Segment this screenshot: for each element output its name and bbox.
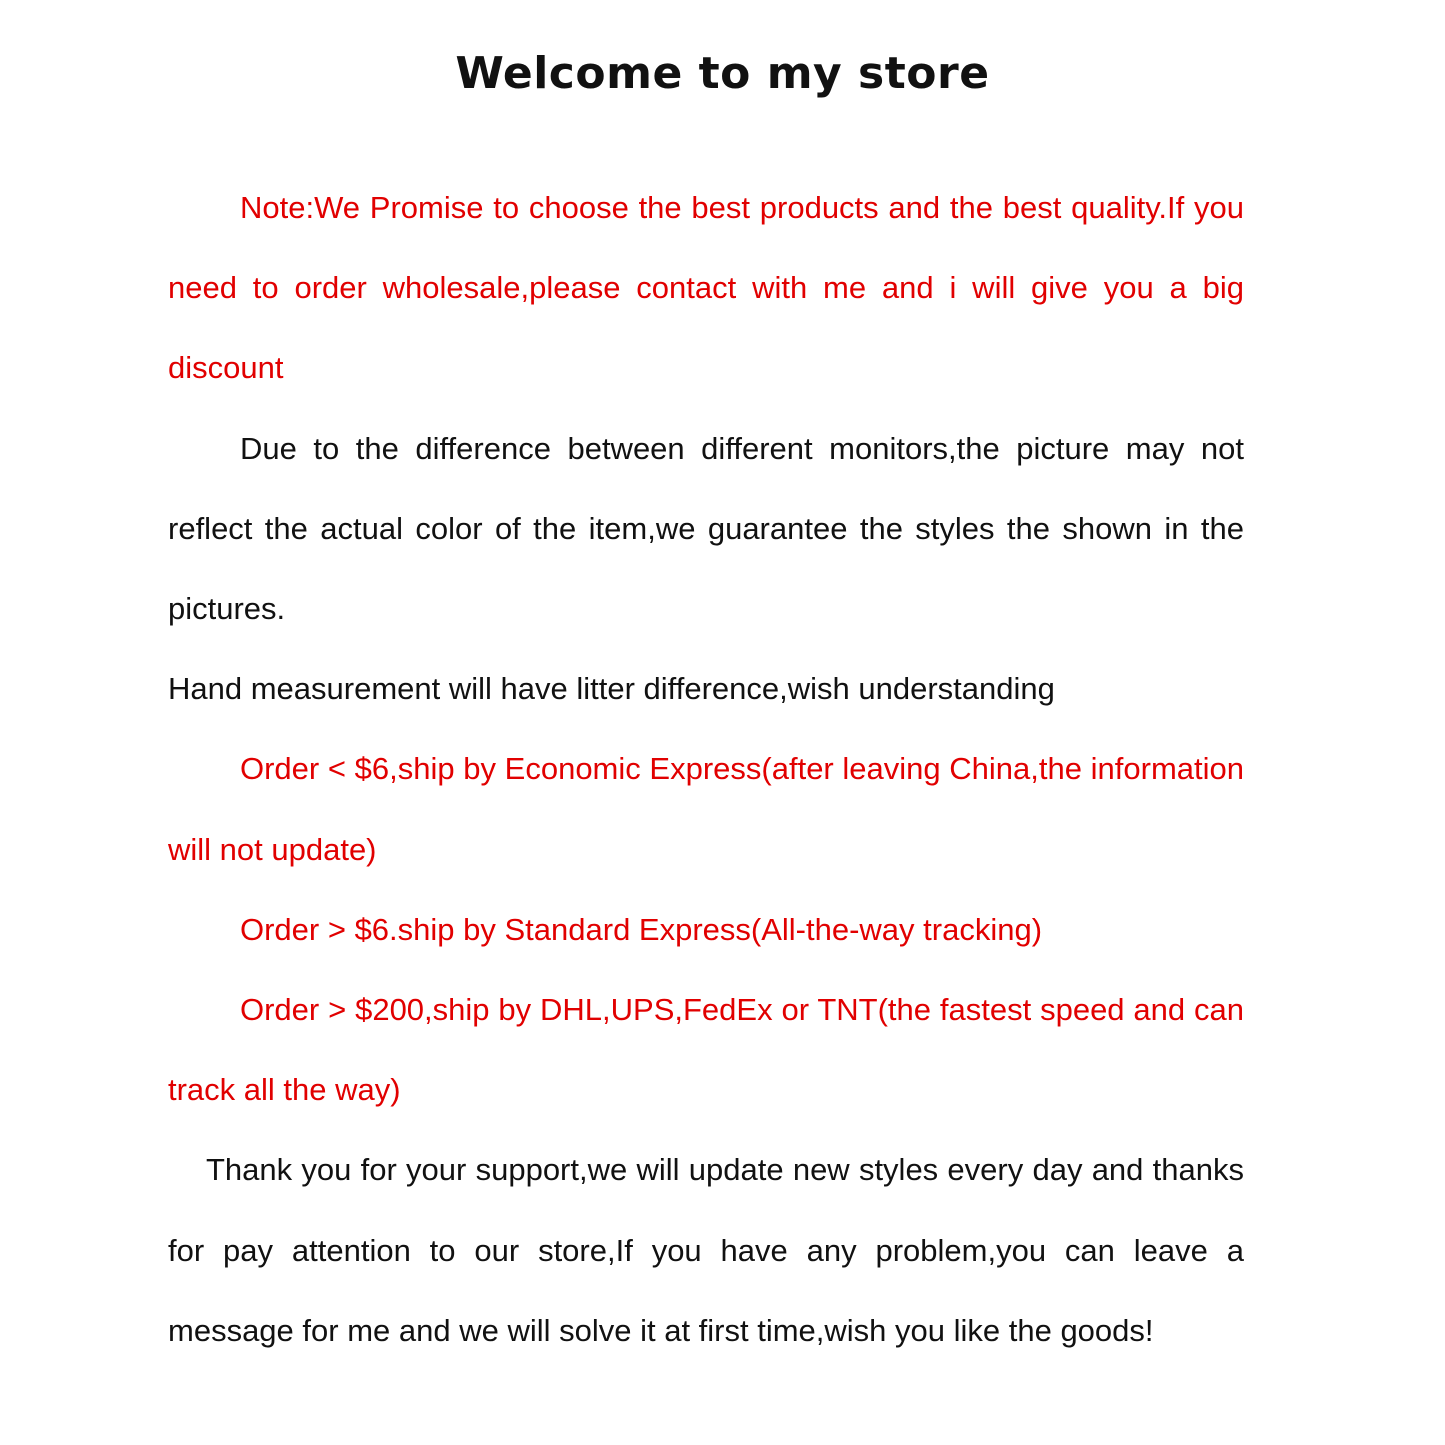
notice-body xyxy=(168,168,1244,1371)
shipping-standard-paragraph: Order > $6.ship by Standard Express(All-the-way tracking) xyxy=(240,911,1043,947)
shipping-express-paragraph: Order > $200,ship by DHL,UPS,FedEx or TNT(the fastest speed and can track all the way) xyxy=(168,992,1244,1108)
note-paragraph: Note:We Promise to choose the best products and the best quality.If you need to order wholesale,please contact with me and i will give you a big discount xyxy=(168,190,1244,386)
monitor-disclaimer-paragraph: Due to the difference between different monitors,the picture may not reflect the actual color of the item,we guarantee the styles the shown in the pictures. xyxy=(168,430,1244,627)
shipping-economic-paragraph: Order < $6,ship by Economic Express(after leaving China,the information will not update) xyxy=(168,751,1244,867)
measurement-paragraph: Hand measurement will have litter difference,wish understanding xyxy=(168,671,1055,707)
thanks-paragraph: Thank you for your support,we will update new styles every day and thanks for pay attention to our store,If you have any problem,you can leave a message for me and we will solve it at first time,wish you like the goods! xyxy=(168,1152,1244,1348)
page-title: Welcome to my store xyxy=(455,48,990,99)
